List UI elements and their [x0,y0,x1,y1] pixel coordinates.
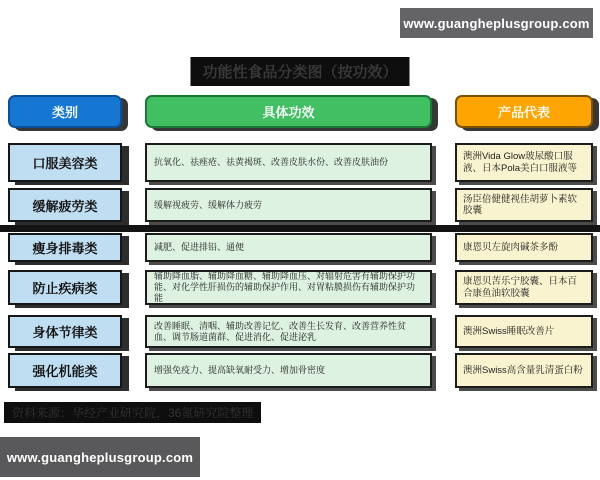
category-cell-slimming-detox: 瘦身排毒类 [8,233,122,262]
category-cell-body-rhythm: 身体节律类 [8,315,122,348]
header-effects: 具体功效 [145,95,432,128]
products-cell-oral-beauty: 澳洲Vida Glow玻尿酸口服液、日本Pola美白口服液等 [455,143,593,182]
products-cell-body-rhythm: 澳洲Swiss睡眠改善片 [455,315,593,348]
effects-cell-body-rhythm: 改善睡眠、清咽、辅助改善记忆、改善生长发育、改善营养性贫血、调节肠道菌群、促进消化、促进泌乳 [145,315,432,348]
category-cell-fatigue-relief: 缓解疲劳类 [8,188,122,222]
row-divider-shadow [0,225,600,232]
products-cell-disease-prevention: 康恩贝苦乐宁胶囊、日本百合康鱼油软胶囊 [455,270,593,305]
effects-cell-oral-beauty: 抗氧化、祛痤疮、祛黄褐斑、改善皮肤水份、改善皮肤油份 [145,143,432,182]
category-cell-oral-beauty: 口服美容类 [8,143,122,182]
site-url-banner-bottom [0,437,200,477]
site-url-banner-top [400,8,593,38]
source-note: 资料来源：华经产业研究院，36氪研究院整理 [4,402,261,423]
header-products: 产品代表 [455,95,593,128]
header-category: 类别 [8,95,122,128]
effects-cell-fatigue-relief: 缓解视疲劳、缓解体力疲劳 [145,188,432,222]
site-url-text-bottom: www.guangheplusgroup.com [6,449,194,465]
effects-cell-function-strengthening: 增强免疫力、提高缺氧耐受力、增加骨密度 [145,353,432,388]
category-cell-function-strengthening: 强化机能类 [8,353,122,388]
products-cell-fatigue-relief: 汤臣倍健健视佳胡萝卜素软胶囊 [455,188,593,222]
effects-cell-disease-prevention: 辅助降血脂、辅助降血糖、辅助降血压、对辐射危害有辅助保护功能、对化学性肝损伤的辅助保护作用、对胃粘膜损伤有辅助保护功能 [145,270,432,305]
effects-cell-slimming-detox: 减肥、促进排铅、通便 [145,233,432,262]
products-cell-function-strengthening: 澳洲Swiss高含量乳清蛋白粉 [455,353,593,388]
products-cell-slimming-detox: 康恩贝左旋肉碱茶多酚 [455,233,593,262]
page-title: 功能性食品分类图（按功效） [190,57,409,86]
category-cell-disease-prevention: 防止疾病类 [8,270,122,305]
site-url-text-top: www.guangheplusgroup.com [403,15,590,31]
